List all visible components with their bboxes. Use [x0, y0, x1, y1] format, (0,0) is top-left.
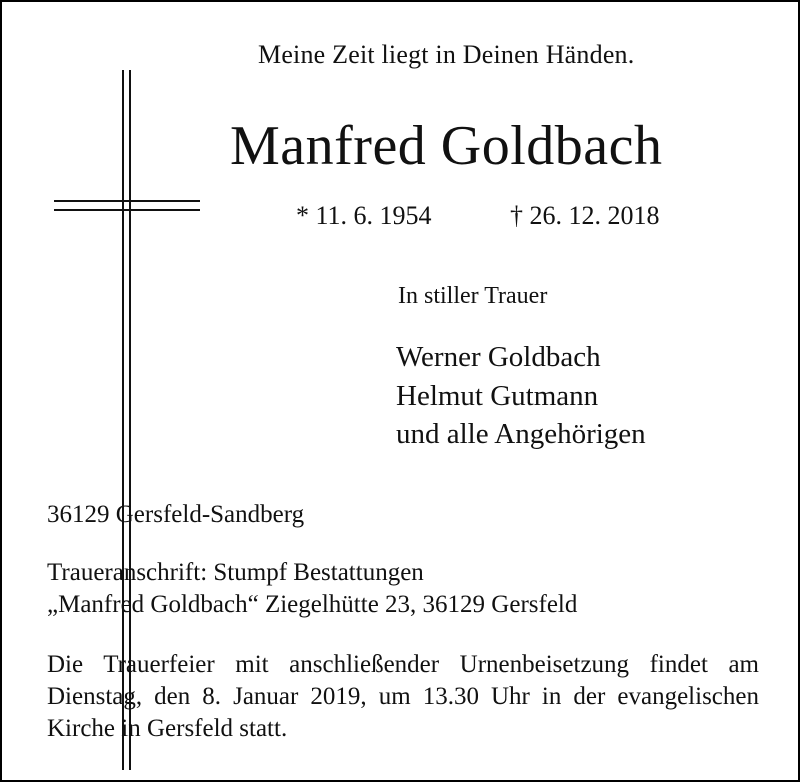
ceremony-details: Die Trauerfeier mit anschließender Urnenbeisetzung findet am Dienstag, den 8. Januar 2019, um 13.30 Uhr in der evangelischen Kirche in Gersfeld statt.: [47, 651, 759, 742]
address-line: „Manfred Goldbach“ Ziegelhütte 23, 36129 Gersfeld: [47, 591, 578, 618]
mourner: Helmut Gutmann: [396, 379, 599, 412]
death-date: † 26. 12. 2018: [510, 201, 660, 230]
mourner: und alle Angehörigen: [396, 418, 646, 450]
mourner: Werner Goldbach: [396, 341, 601, 373]
birth-date: * 11. 6. 1954: [296, 201, 432, 230]
deceased-name: Manfred Goldbach: [230, 115, 663, 177]
motto: Meine Zeit liegt in Deinen Händen.: [258, 40, 635, 69]
place: 36129 Gersfeld-Sandberg: [47, 501, 305, 528]
mourning-phrase: In stiller Trauer: [398, 283, 548, 309]
address-line: Traueranschrift: Stumpf Bestattungen: [47, 559, 424, 586]
mourners-list: [396, 338, 646, 454]
funeral-address: [47, 557, 759, 621]
